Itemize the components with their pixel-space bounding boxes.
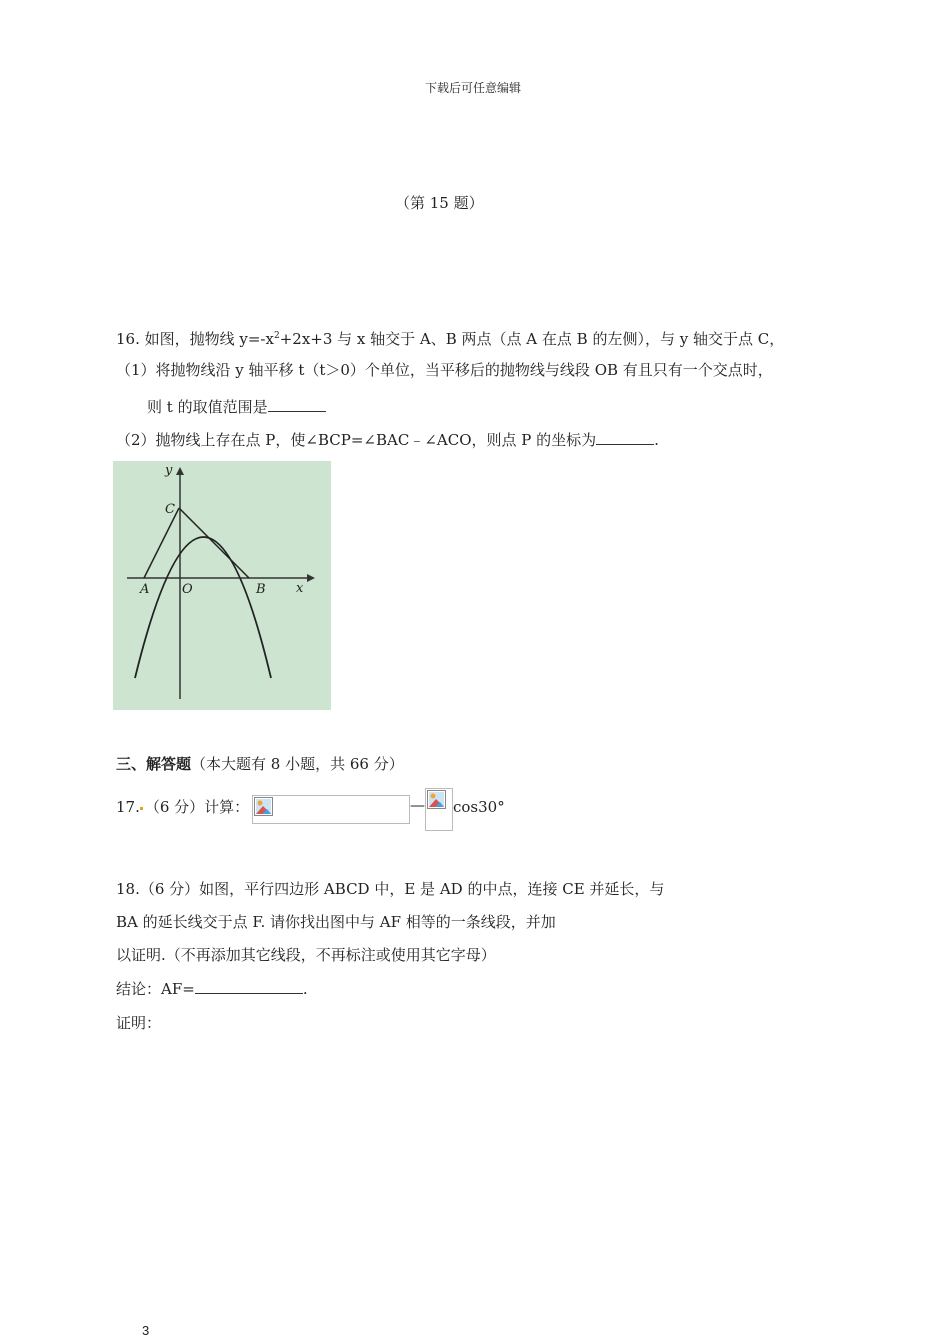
section-3-heading [116,754,404,774]
q16-part2-blank [596,430,654,445]
figure-15-caption: （第 15 题） [395,194,484,212]
q18-conclusion-text: 结论：AF= [116,980,195,998]
q16-part1: （1）将抛物线沿 y 轴平移 t（t＞0）个单位，当平移后的抛物线与线段 OB 有且只有一个交点时， [116,361,773,379]
q16-stem-a: 16. 如图，抛物线 y=-x [116,330,274,348]
q17-score: （6 分）计算： [144,798,250,816]
q16-part2 [116,430,659,450]
q17-number: 17. [116,798,140,816]
q16-part1-blank [268,397,326,412]
q18-conclusion-blank [195,979,303,994]
parabola-diagram [113,461,331,710]
page-header: 下载后可任意编辑 [425,81,522,95]
q17-cos: cos30° [453,798,505,816]
q16-exponent: 2 [273,331,280,341]
q16-figure [113,461,331,710]
q18-line-1: 18.（6 分）如图，平行四边形 ABCD 中，E 是 AD 的中点，连接 CE 并延长，与 [116,880,665,898]
q17-formula-box [252,795,410,824]
q16-part1-cont-text: 则 t 的取值范围是 [147,398,268,416]
q18-proof-label: 证明： [116,1014,162,1032]
x-axis-arrow [307,574,315,582]
q18-line-3: 以证明.（不再添加其它线段，不再标注或使用其它字母） [116,946,496,964]
label-c: C [165,502,175,517]
q16-part1-cont [147,397,326,417]
q17-dot [140,807,143,810]
segment-ca [144,508,179,578]
q17-prefix [116,797,249,817]
broken-image-icon [254,797,273,816]
section-3-title: 三、解答题 [116,755,192,773]
label-a: A [140,582,150,597]
label-b: B [256,582,266,597]
parabola-curve [135,537,271,678]
q17-formula-box-2 [425,788,453,831]
q16-part2-text: （2）抛物线上存在点 P，使∠BCP=∠BAC﹣∠ACO，则点 P 的坐标为 [116,431,597,449]
page-number: 3 [142,1323,150,1338]
q16-stem-b: +2x+3 与 x 轴交于 A、B 两点（点 A 在点 B 的左侧），与 y 轴交于点 C， [279,330,785,348]
y-axis-arrow [176,467,184,475]
q17-minus: — [410,796,425,814]
q16-stem [116,326,784,349]
q18-conclusion-end: . [302,980,308,998]
label-o: O [182,582,193,597]
section-3-note: （本大题有 8 小题，共 66 分） [191,755,404,773]
q18-conclusion [116,979,308,999]
label-y: y [165,463,173,478]
q16-part2-end: . [654,431,659,449]
q18-line-2: BA 的延长线交于点 F. 请你找出图中与 AF 相等的一条线段，并加 [116,913,556,931]
broken-image-icon [427,790,446,809]
label-x: x [296,581,304,596]
